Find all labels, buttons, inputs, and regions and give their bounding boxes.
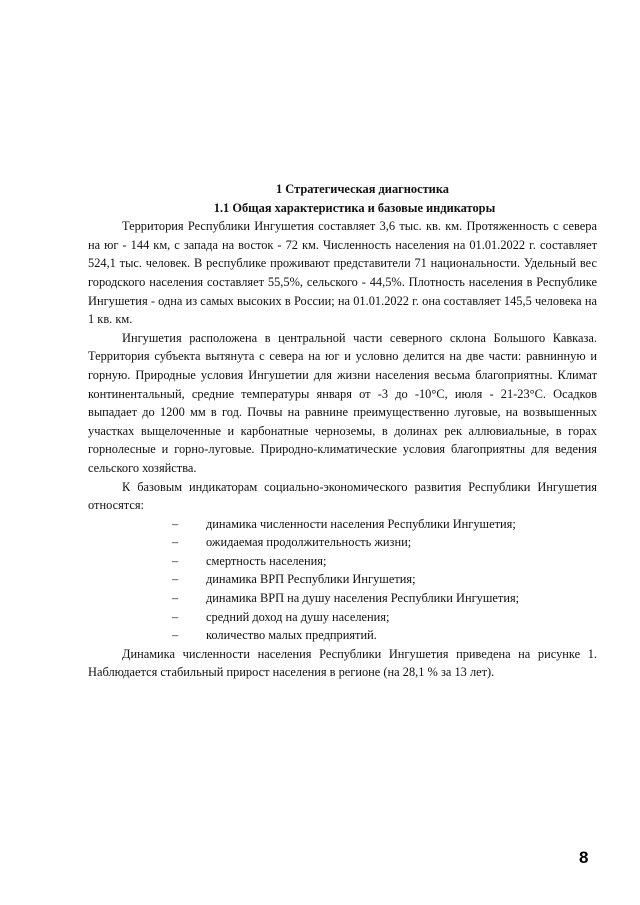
list-item [88, 533, 597, 552]
indicators-list [88, 515, 597, 645]
paragraph-population-dynamics: Динамика численности населения Республики Ингушетия приведена на рисунке 1. Наблюдается стабильный прирост населения в регионе (на 28,1 % за 13 лет). [88, 646, 597, 680]
list-item [88, 626, 597, 645]
list-item-text: средний доход на душу населения; [206, 609, 390, 624]
subsection-title: 1.1 Общая характеристика и базовые индикаторы [213, 200, 496, 215]
list-item [88, 589, 597, 608]
list-dash: – [172, 628, 179, 643]
list-item-text: динамика ВРП на душу населения Республики Ингушетия; [206, 591, 520, 606]
list-item-text: динамика численности населения Республики Ингушетия; [206, 516, 516, 531]
list-item [88, 608, 597, 627]
section-title: 1 Стратегическая диагностика [276, 182, 449, 196]
paragraph-territory: Территория Республики Ингушетия составляет 3,6 тыс. кв. км. Протяженность с севера на юг - 144 км, с запада на восток - 72 км. Численность населения на 01.01.2022 г. составляет 524,1 тыс. человек. В республике проживают представители 71 национальности. Удельный вес городского населения составляет 55,5%, сельского - 44,5%. Плотность населения в Республике Ингушетия - одна из самых высоких в России; на 01.01.2022 г. она составляет 145,5 человека на 1 кв. км. [88, 219, 597, 327]
list-item-text: смертность населения; [206, 553, 327, 568]
list-dash: – [172, 609, 179, 624]
list-dash: – [172, 553, 179, 568]
document-page [88, 180, 597, 682]
list-dash: – [172, 516, 179, 531]
list-dash: – [172, 591, 179, 606]
list-item-text: количество малых предприятий. [206, 628, 377, 643]
list-item [88, 515, 597, 534]
paragraph-indicators-intro: К базовым индикаторам социально-экономического развития Республики Ингушетия относятся: [88, 479, 597, 513]
list-item [88, 552, 597, 571]
list-dash: – [172, 572, 179, 587]
paragraph-geography: Ингушетия расположена в центральной части северного склона Большого Кавказа. Территория субъекта вытянута с севера на юг и условно делится на две части: равнинную и горную. Природные условия Ингушетии для жизни населения весьма благоприятны. Климат континентальный, средние температуры января от -3 до -10°С, июля - 21-23°С. Осадков выпадает до 1200 мм в год. Почвы на равнине преимущественно луговые, на возвышенных участках выщелоченные и карбонатные черноземы, в долинах рек аллювиальные, в горах горнолесные и горно-луговые. Природно-климатические условия благоприятны для ведения сельского хозяйства. [88, 330, 597, 475]
page-number: 8 [579, 848, 589, 867]
list-item-text: ожидаемая продолжительность жизни; [206, 535, 412, 550]
list-item [88, 570, 597, 589]
list-item-text: динамика ВРП Республики Ингушетия; [206, 572, 416, 587]
list-dash: – [172, 535, 179, 550]
